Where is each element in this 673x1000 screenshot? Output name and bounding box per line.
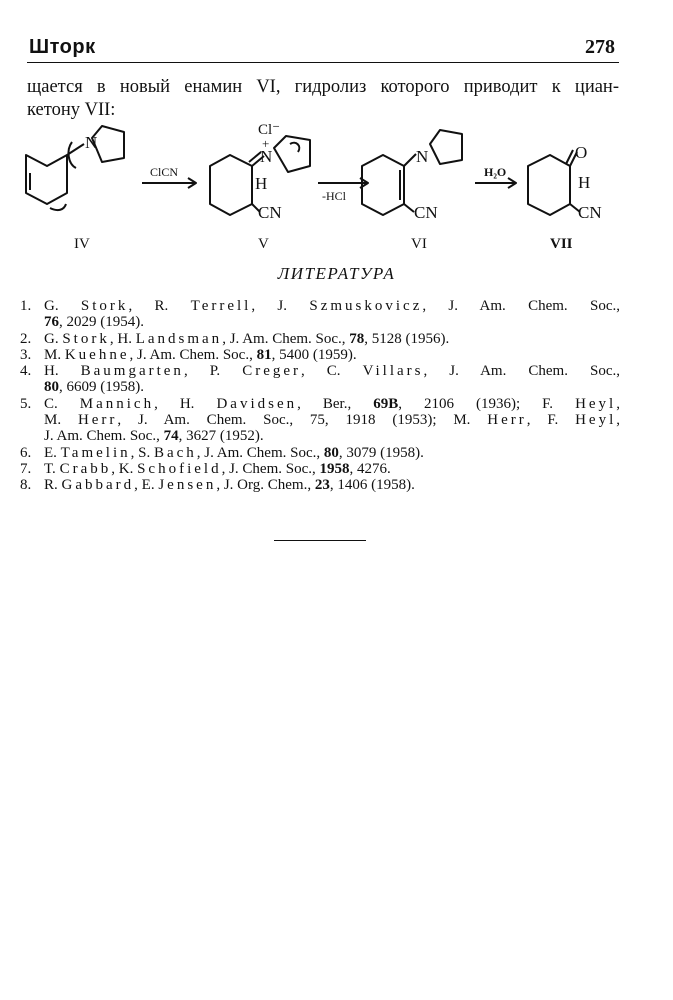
reference-text: ,: [616, 395, 620, 412]
page-number: 278: [585, 36, 615, 58]
reference-text: T.: [44, 460, 60, 477]
bond-vi-cn: [404, 204, 414, 212]
reference-line: [44, 298, 620, 314]
author-name: Creger: [242, 363, 301, 380]
volume-number: 1958: [319, 460, 350, 477]
reference-text: H.: [44, 363, 81, 380]
author-name: Jensen: [158, 477, 217, 494]
reference-text: , 2106 (1936); F.: [398, 395, 576, 412]
atom-h-v: H: [255, 174, 268, 193]
reference-text: G.: [44, 330, 63, 347]
reference-number: 7.: [20, 460, 32, 477]
reference-text: G.: [44, 298, 81, 314]
reference-text: , 5128 (1956).: [364, 330, 450, 347]
end-rule: [274, 540, 366, 541]
author-name: Stork: [80, 298, 129, 314]
reference-number: 6.: [20, 444, 32, 461]
compound-label-v: V: [258, 236, 269, 252]
reference-text: , J. Chem. Soc.,: [221, 460, 320, 477]
volume-number: 76: [44, 314, 59, 331]
author-name: Szmuskovicz: [309, 298, 423, 314]
author-name: Crabb: [59, 460, 112, 477]
reference-line: [44, 396, 620, 412]
reference-text: , 5400 (1959).: [271, 346, 357, 363]
reference-text: , 6609 (1958).: [59, 379, 144, 396]
reference-line: [44, 314, 620, 330]
reference-text: , F.: [526, 412, 576, 429]
reference-item: [20, 461, 620, 477]
reference-text: R.: [44, 477, 62, 494]
reference-line: [44, 477, 620, 493]
ring-v: [210, 155, 252, 215]
reference-text: , K.: [111, 460, 138, 477]
reference-text: , S.: [130, 444, 154, 461]
author-name: Heyl: [575, 395, 617, 412]
volume-number: 74: [163, 428, 179, 445]
reference-line: [44, 412, 620, 428]
reference-text: , 1406 (1958).: [329, 477, 415, 494]
reference-text: , J. Am. Chem. Soc., 75, 1918 (1953); M.: [117, 412, 488, 429]
reference-text: , 3079 (1958).: [338, 444, 424, 461]
author-name: Baumgarten: [80, 363, 184, 380]
reference-line: [44, 428, 620, 444]
reference-text: ,: [616, 412, 620, 429]
pyrrolidine-vi: [430, 130, 462, 164]
atom-n-iv: N: [85, 133, 98, 152]
section-title: ЛИТЕРАТУРА: [277, 264, 396, 283]
reference-line: [44, 461, 620, 477]
electron-arrow-iv-2: [50, 204, 66, 210]
reference-line: [44, 347, 620, 363]
compound-label-iv: IV: [74, 236, 90, 252]
reference-item: [20, 445, 620, 461]
author-name: Herr: [487, 412, 527, 429]
group-cn-v: CN: [258, 203, 282, 222]
reaction-scheme: [20, 120, 620, 260]
reference-text: , J. Am. Chem. Soc.,: [423, 363, 620, 380]
reference-text: , E.: [134, 477, 159, 494]
reference-text: E.: [44, 444, 61, 461]
reference-text: , H.: [154, 395, 217, 412]
author-name: Herr: [77, 412, 118, 429]
author-name: Kuehne: [64, 346, 130, 363]
body-line: кетону VII:: [27, 100, 116, 120]
reference-item: [20, 363, 620, 396]
reference-list: [20, 298, 620, 494]
reference-line: [44, 445, 620, 461]
group-cn-vi: CN: [414, 203, 438, 222]
pyrrolidine-v: [274, 136, 310, 172]
reference-text: , J. Am. Chem. Soc.,: [222, 330, 350, 347]
reference-text: , 3627 (1952).: [178, 428, 264, 445]
author-name: Gabbard: [61, 477, 135, 494]
author-name: Tamelin: [60, 444, 131, 461]
bond-vi-n: [404, 154, 416, 166]
reference-text: , Ber.,: [297, 395, 374, 412]
electron-arrow-iv: [69, 142, 76, 168]
reagent-clcn: ClCN: [150, 165, 179, 179]
running-title: Шторк: [29, 36, 96, 58]
chloride-label: Cl⁻: [258, 122, 281, 138]
author-name: Heyl: [575, 412, 617, 429]
reference-text: , J.: [251, 298, 310, 314]
compound-label-vi: VI: [411, 236, 427, 252]
ring-iv: [26, 155, 67, 204]
reference-text: , J. Org. Chem.,: [216, 477, 315, 494]
plus-charge: +: [262, 136, 270, 151]
reference-number: 8.: [20, 477, 32, 494]
page-header: [27, 34, 619, 63]
volume-number: 78: [349, 330, 365, 347]
reference-text: M.: [44, 346, 65, 363]
author-name: Mannich: [79, 395, 155, 412]
author-name: Schofield: [137, 460, 222, 477]
author-name: Davidsen: [216, 395, 298, 412]
electron-arrow-v: [290, 143, 299, 152]
reference-text: , J. Am. Chem. Soc.,: [196, 444, 324, 461]
reference-item: [20, 477, 620, 493]
reference-text: , 4276.: [349, 460, 391, 477]
reference-text: , J. Am. Chem. Soc.,: [422, 298, 620, 314]
reference-line: [44, 363, 620, 379]
body-line: щается в новый енамин VI, гидролиз которого приводит к циан-: [27, 77, 619, 97]
author-name: Bach: [153, 444, 197, 461]
reaction-scheme-drawing: [20, 120, 620, 260]
reference-text: , C.: [301, 363, 363, 380]
reference-number: 5.: [20, 395, 32, 412]
reference-text: C.: [44, 395, 80, 412]
volume-number: 80: [44, 379, 59, 396]
volume-number: 69B: [373, 395, 399, 412]
reference-number: 1.: [20, 298, 32, 314]
atom-n-v: N: [260, 147, 273, 166]
atom-h-vii: H: [578, 173, 591, 192]
reference-text: J. Am. Chem. Soc.,: [44, 428, 164, 445]
reference-line: [44, 379, 620, 395]
atom-o-vii: O: [575, 143, 588, 162]
compound-label-vii: VII: [550, 236, 573, 252]
volume-number: 81: [256, 346, 272, 363]
group-cn-vii: CN: [578, 203, 602, 222]
reference-line: [44, 331, 620, 347]
ring-vi: [362, 155, 404, 215]
reagent-water: H₂O: [484, 165, 507, 179]
volume-number: 23: [314, 477, 330, 494]
author-name: Terrell: [190, 298, 252, 314]
reference-number: 2.: [20, 330, 32, 347]
reference-item: [20, 331, 620, 347]
author-name: Villars: [362, 363, 424, 380]
reagent-minus-hcl: -HCl: [322, 189, 346, 203]
body-paragraph: [27, 76, 619, 122]
author-name: Landsman: [135, 330, 223, 347]
reference-text: , 2029 (1954).: [59, 314, 144, 331]
ring-vii: [528, 155, 570, 215]
reference-item: [20, 298, 620, 331]
volume-number: 80: [323, 444, 339, 461]
reference-text: , P.: [183, 363, 243, 380]
reference-text: , R.: [128, 298, 191, 314]
reference-text: M.: [44, 412, 78, 429]
reference-text: , H.: [109, 330, 136, 347]
atom-n-vi: N: [416, 147, 429, 166]
author-name: Stork: [62, 330, 110, 347]
reference-number: 3.: [20, 346, 32, 363]
reference-item: [20, 396, 620, 445]
reference-number: 4.: [20, 363, 32, 380]
reference-text: , J. Am. Chem. Soc.,: [129, 346, 257, 363]
reference-item: [20, 347, 620, 363]
